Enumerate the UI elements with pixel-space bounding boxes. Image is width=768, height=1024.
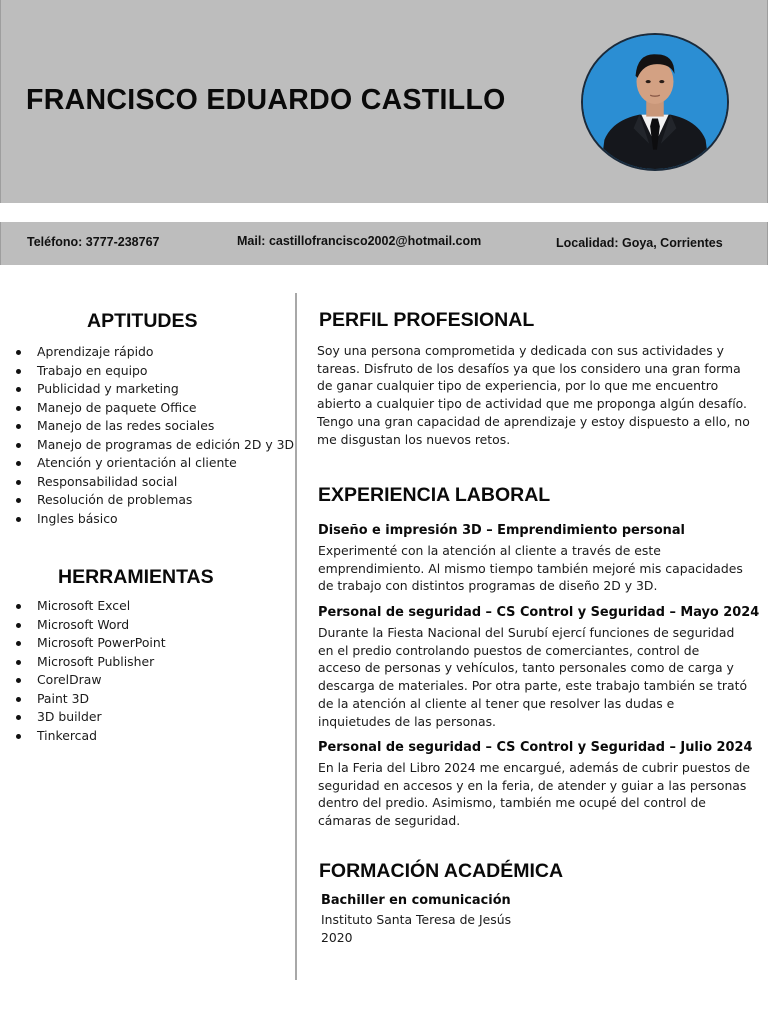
job-description bbox=[318, 542, 743, 595]
aptitudes-list bbox=[15, 343, 294, 528]
list-item: Tinkercad bbox=[15, 727, 166, 746]
column-divider bbox=[295, 293, 297, 980]
candidate-name: FRANCISCO EDUARDO CASTILLO bbox=[26, 84, 506, 116]
institution-name: Instituto Santa Teresa de Jesús bbox=[321, 912, 512, 927]
list-item: Responsabilidad social bbox=[15, 473, 294, 492]
formacion-heading: FORMACIÓN ACADÉMICA bbox=[319, 860, 564, 882]
list-item: Aprendizaje rápido bbox=[15, 343, 294, 362]
job-title: Personal de seguridad – CS Control y Seguridad – Mayo 2024 bbox=[318, 605, 760, 620]
contact-location: Localidad: Goya, Corrientes bbox=[556, 236, 723, 250]
job-title: Personal de seguridad – CS Control y Seguridad – Julio 2024 bbox=[318, 740, 753, 755]
perfil-text bbox=[317, 342, 750, 448]
list-item: Microsoft Publisher bbox=[15, 653, 166, 672]
list-item: Manejo de paquete Office bbox=[15, 399, 294, 418]
text-line: Tengo una gran capacidad de aprendizaje y estoy dispuesto a ello, no bbox=[317, 413, 750, 429]
text-line: abierto a cualquier tipo de actividad que me proponga algún desafío. bbox=[317, 396, 747, 412]
text-line: me disgustan los nuevos retos. bbox=[317, 431, 511, 447]
list-item: Trabajo en equipo bbox=[15, 362, 294, 381]
text-line: emprendimiento. Al mismo tiempo también mejoré mis capacidades bbox=[318, 560, 743, 576]
list-item: Microsoft Excel bbox=[15, 597, 166, 616]
job-title: Diseño e impresión 3D – Emprendimiento personal bbox=[318, 523, 685, 538]
perfil-heading: PERFIL PROFESIONAL bbox=[319, 309, 535, 331]
graduation-year: 2020 bbox=[321, 929, 353, 945]
text-line: de la atención al cliente al tener que resolver las dudas e bbox=[318, 695, 675, 711]
herramientas-list bbox=[15, 597, 166, 745]
text-line: en el predio controlando puestos de comerciantes, control de bbox=[318, 642, 700, 658]
degree-title: Bachiller en comunicación bbox=[321, 893, 511, 908]
experiencia-heading: EXPERIENCIA LABORAL bbox=[318, 484, 551, 506]
text-line: de ganar cualquier tipo de experiencia, por lo que me encuentro bbox=[317, 378, 719, 394]
text-line: tareas. Disfruto de los desafíos ya que los considero una gran forma bbox=[317, 360, 741, 376]
text-line: Experimenté con la atención al cliente a través de este bbox=[318, 543, 661, 558]
list-item: Ingles básico bbox=[15, 510, 294, 529]
herramientas-heading: HERRAMIENTAS bbox=[58, 566, 214, 588]
list-item: 3D builder bbox=[15, 708, 166, 727]
profile-photo bbox=[581, 33, 729, 171]
education-details bbox=[321, 911, 511, 946]
text-line: inquietudes de las personas. bbox=[318, 713, 496, 729]
job-description bbox=[318, 624, 747, 730]
text-line: de trabajo con distintos programas de diseño 2D y 3D. bbox=[318, 578, 658, 594]
aptitudes-heading: APTITUDES bbox=[87, 310, 198, 332]
text-line: cámaras de seguridad. bbox=[318, 813, 461, 829]
list-item: Paint 3D bbox=[15, 690, 166, 709]
list-item: Microsoft PowerPoint bbox=[15, 634, 166, 653]
list-item: Resolución de problemas bbox=[15, 491, 294, 510]
contact-phone: Teléfono: 3777-238767 bbox=[27, 235, 160, 249]
list-item: CorelDraw bbox=[15, 671, 166, 690]
contact-band bbox=[0, 222, 768, 265]
list-item: Atención y orientación al cliente bbox=[15, 454, 294, 473]
list-item: Manejo de las redes sociales bbox=[15, 417, 294, 436]
contact-email: Mail: castillofrancisco2002@hotmail.com bbox=[237, 234, 482, 248]
list-item: Publicidad y marketing bbox=[15, 380, 294, 399]
text-line: dentro del predio. Asimismo, también me ocupé del control de bbox=[318, 795, 706, 811]
text-line: acceso de personas y vehículos, tanto personales como de carga y bbox=[318, 660, 734, 676]
list-item: Manejo de programas de edición 2D y 3D bbox=[15, 436, 294, 455]
text-line: En la Feria del Libro 2024 me encargué, además de cubrir puestos de bbox=[318, 760, 751, 775]
text-line: seguridad en accesos y en la feria, de atender y guiar a las personas bbox=[318, 777, 747, 793]
text-line: Soy una persona comprometida y dedicada con sus actividades y bbox=[317, 343, 724, 358]
list-item: Microsoft Word bbox=[15, 616, 166, 635]
job-description bbox=[318, 759, 750, 830]
text-line: descarga de materiales. Por otra parte, este trabajo también se trató bbox=[318, 678, 748, 694]
text-line: Durante la Fiesta Nacional del Surubí ejercí funciones de seguridad bbox=[318, 625, 735, 640]
